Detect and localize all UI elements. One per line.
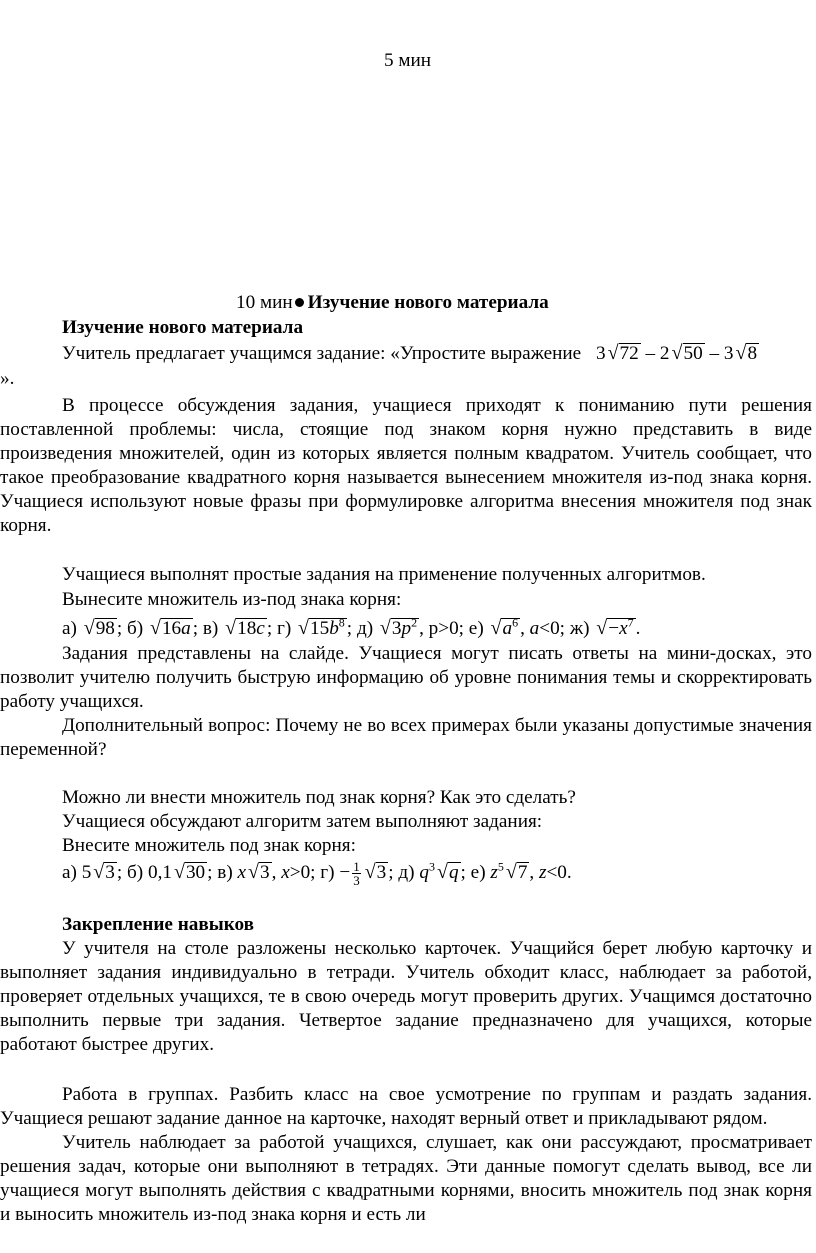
skills-section (0, 913, 812, 1227)
section-time: 10 мин (236, 292, 293, 313)
top-time-label: 5 мин (384, 50, 432, 71)
teacher-task: Учитель предлагает учащимся задание: «Упростите выражение 3 √72 – 2 √50 – 3 √8 (62, 342, 758, 364)
sqrt-icon: √72 (607, 342, 639, 364)
cards-paragraph: У учителя на столе разложены несколько карточек. Учащийся берет любую карточку и выполняет задания индивидуально в тетради. Учитель обходит класс, наблюдает за работой, проверяет отдельных учащихся, те в свою очередь могут проверить других. Учащимся достаточно выполнить первые три задания. Четвертое задание предназначено для учащихся, которые работают быстрее других. (0, 938, 812, 1055)
simple-tasks-intro: Учащиеся выполнят простые задания на применение полученных алгоритмов. (62, 564, 706, 585)
slide-note-paragraph: Задания представлены на слайде. Учащиеся могут писать ответы на мини-досках, это позволит учителю получить быструю информацию об уровне понимания темы и скорректировать работу учащихся. (0, 643, 812, 712)
new-material-section (0, 316, 812, 538)
groups-paragraph: Работа в группах. Разбить класс на свое усмотрение по группам и раздать задания. Учащиеся решают задание данное на карточке, находят верный ответ и прикладывают рядом. (0, 1084, 812, 1129)
bring-items: а) 5 √3 ; б) 0,1 √30 ; в) x √3 , x>0; г) − $\frac{1}{3}$ √3 ; д) $q^3$ √q ; е) $z^5$ √7 , z<0. (62, 859, 572, 889)
simple-tasks-section (0, 563, 812, 762)
simple-tasks-items: а) √98 ; б) √16a ; в) √18c ; г) $√15b^8$ ; д) $√3p^2$ , p>0; е) $√a^6$ , a<0; ж) $√-x^7$ . (62, 615, 641, 639)
bring-question: Можно ли внести множитель под знак корня? Как это сделать? (62, 787, 576, 808)
skills-heading: Закрепление навыков (62, 914, 254, 935)
sqrt-icon: √50 (671, 342, 703, 364)
task-end: ». (0, 368, 15, 389)
bring-discussion: Учащиеся обсуждают алгоритм затем выполняют задания: (62, 811, 543, 832)
observation-paragraph: Учитель наблюдает за работой учащихся, слушает, как они рассуждают, просматривает решения задач, которые они выполняют в тетрадях. Эти данные помогут сделать вывод, все ли учащиеся могут выполнять действия с квадратными корнями, вносить множитель под знак корня и выносить множитель из-под знака корня и есть ли (0, 1132, 812, 1225)
section-heading (236, 291, 549, 315)
simple-tasks-instruction: Вынесите множитель из-под знака корня: (62, 589, 402, 610)
new-material-heading: Изучение нового материала (62, 317, 304, 338)
extra-question-paragraph: Дополнительный вопрос: Почему не во всех примерах были указаны допустимые значения переменной? (0, 715, 812, 760)
discussion-paragraph: В процессе обсуждения задания, учащиеся приходят к пониманию пути решения поставленной проблемы: числа, стоящие под знаком корня нужно представить в виде произведения множителей, один из которых является полным квадратом. Учитель сообщает, что такое преобразование квадратного корня называется вынесением множителя из-под знака корня. Учащиеся используют новые фразы при формулировке алгоритма внесения множителя под знак корня. (0, 395, 812, 536)
bring-instruction: Внесите множитель под знак корня: (62, 835, 356, 856)
math-expression: 3 √72 – 2 √50 – 3 √8 (595, 342, 758, 364)
bullet-icon (295, 298, 304, 307)
sqrt-icon: √8 (735, 342, 758, 364)
section-title: Изучение нового материала (307, 292, 549, 313)
bring-under-root-section (0, 786, 812, 887)
